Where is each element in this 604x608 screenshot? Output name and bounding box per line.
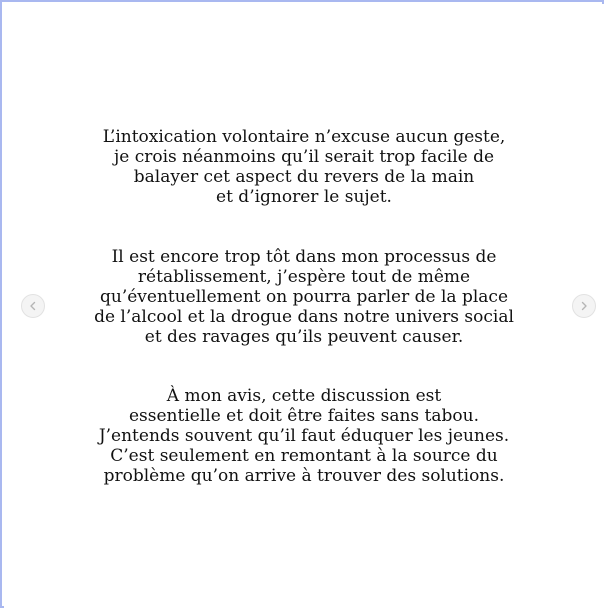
paragraph-line: rétablissement, j’espère tout de même — [137, 267, 471, 287]
chevron-right-icon — [579, 301, 589, 311]
carousel-next-button[interactable] — [572, 294, 596, 318]
paragraph-line: je crois néanmoins qu’il serait trop facile de — [113, 147, 495, 167]
paragraph-line: J’entends souvent qu’il faut éduquer les jeunes. — [98, 426, 510, 446]
paragraph-line: Il est encore trop tôt dans mon processus de — [111, 247, 497, 267]
paragraph-3 — [2, 386, 604, 486]
carousel-prev-button[interactable] — [21, 294, 45, 318]
paragraph-line: qu’éventuellement on pourra parler de la place — [99, 287, 509, 307]
paragraph-line: L’intoxication volontaire n’excuse aucun geste, — [102, 127, 506, 147]
paragraph-2 — [2, 247, 604, 347]
chevron-left-icon — [28, 301, 38, 311]
paragraph-line: problème qu’on arrive à trouver des solutions. — [103, 466, 505, 486]
paragraph-line: et d’ignorer le sujet. — [216, 187, 392, 207]
paragraph-line: de l’alcool et la drogue dans notre univers social — [94, 307, 514, 327]
paragraph-line: À mon avis, cette discussion est — [166, 386, 442, 406]
paragraph-line: C’est seulement en remontant à la source du — [110, 446, 498, 466]
paragraph-line: balayer cet aspect du revers de la main — [133, 167, 475, 187]
paragraph-line: et des ravages qu’ils peuvent causer. — [144, 327, 464, 347]
paragraph-1 — [2, 127, 604, 207]
paragraph-line: essentielle et doit être faites sans tabou. — [128, 406, 479, 426]
